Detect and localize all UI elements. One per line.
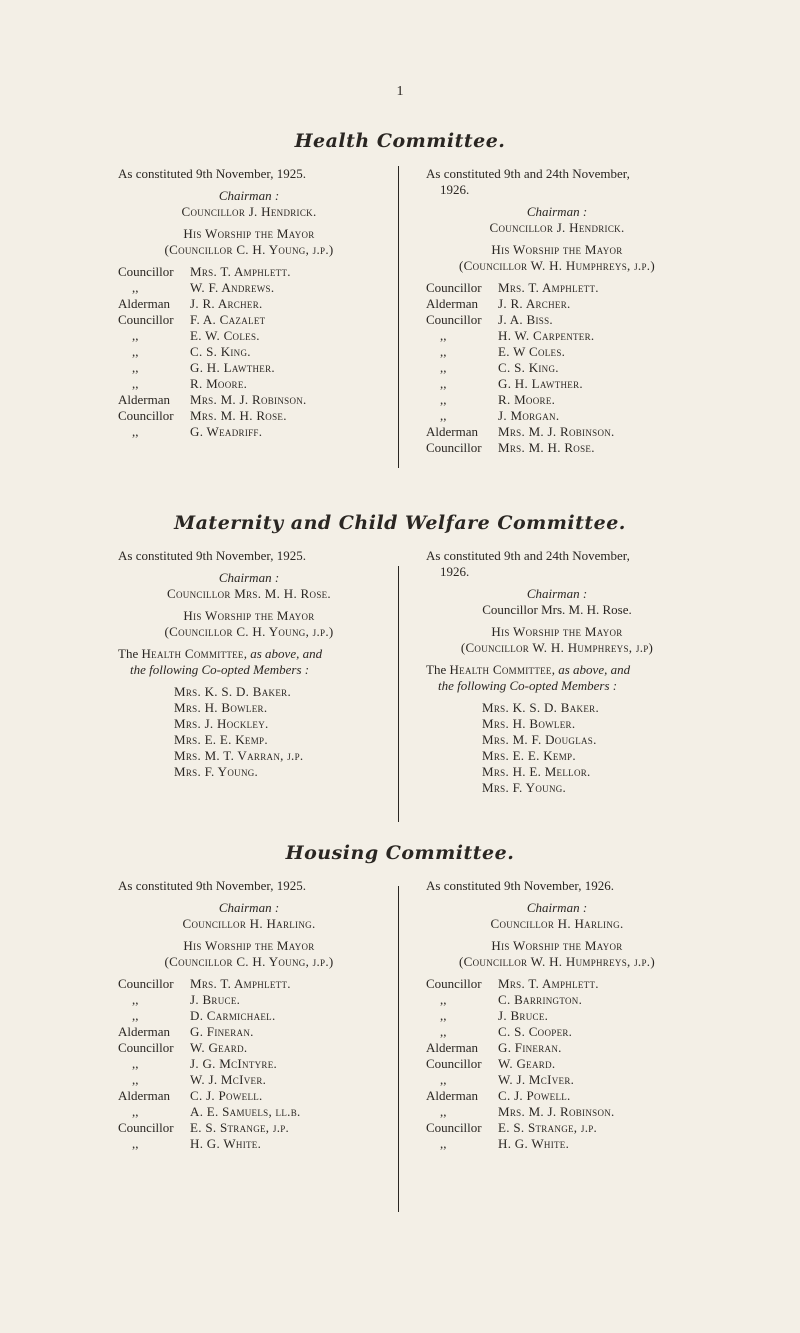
coopt-intro-cont: the following Co-opted Members : bbox=[130, 662, 310, 677]
coopt-member: Mrs. E. E. Kemp. bbox=[482, 748, 576, 763]
member-title: Councillor bbox=[118, 312, 174, 327]
member-title: Alderman bbox=[426, 296, 478, 311]
member-row bbox=[426, 1024, 688, 1040]
member-row bbox=[426, 992, 688, 1008]
member-title: ,, bbox=[440, 392, 447, 407]
section-title: Maternity and Child Welfare Committee. bbox=[174, 512, 626, 534]
coopt-member: Mrs. J. Hockley. bbox=[174, 716, 269, 731]
coopt-member-list bbox=[426, 700, 688, 796]
member-row bbox=[118, 1088, 380, 1104]
member-title: ,, bbox=[440, 328, 447, 343]
constituted-year: 1926. bbox=[440, 564, 470, 579]
member-title: Councillor bbox=[426, 1056, 482, 1071]
member-row bbox=[426, 1120, 688, 1136]
member-row bbox=[426, 440, 688, 456]
constituted-date: As constituted 9th November, 1926. bbox=[426, 878, 614, 893]
member-name: E. W. Coles. bbox=[190, 328, 260, 343]
member-name: Mrs. M. J. Robinson. bbox=[190, 392, 307, 407]
member-name: Mrs. T. Amphlett. bbox=[190, 264, 291, 279]
member-title: ,, bbox=[440, 376, 447, 391]
member-row bbox=[118, 328, 380, 344]
member-title: ,, bbox=[440, 1024, 447, 1039]
member-row bbox=[426, 1056, 688, 1072]
member-row bbox=[118, 1040, 380, 1056]
member-title: Councillor bbox=[118, 976, 174, 991]
member-name: J. R. Archer. bbox=[498, 296, 571, 311]
member-title: Councillor bbox=[426, 280, 482, 295]
member-name: J. Bruce. bbox=[190, 992, 241, 1007]
member-name: C. S. King. bbox=[498, 360, 559, 375]
member-name: Mrs. M. J. Robinson. bbox=[498, 1104, 615, 1119]
member-title: ,, bbox=[440, 1008, 447, 1023]
member-row bbox=[426, 976, 688, 992]
coopt-intro-cont: the following Co-opted Members : bbox=[438, 678, 618, 693]
member-row bbox=[118, 392, 380, 408]
member-row bbox=[118, 424, 380, 440]
member-title: ,, bbox=[132, 1008, 139, 1023]
coopt-member: Mrs. F. Young. bbox=[174, 764, 259, 779]
chairman-label: Chairman : bbox=[526, 204, 588, 219]
maternity-committee-section bbox=[0, 512, 800, 822]
member-title: ,, bbox=[132, 424, 139, 439]
member-row bbox=[118, 408, 380, 424]
member-title: Alderman bbox=[118, 1024, 170, 1039]
member-title: Councillor bbox=[118, 264, 174, 279]
member-name: J. Morgan. bbox=[498, 408, 560, 423]
coopt-intro: The Health Committee, as above, and bbox=[118, 646, 323, 661]
member-row bbox=[118, 360, 380, 376]
member-row bbox=[426, 424, 688, 440]
member-name: C. S. Cooper. bbox=[498, 1024, 573, 1039]
health-1925-column bbox=[118, 166, 380, 440]
member-name: E. W Coles. bbox=[498, 344, 566, 359]
member-row bbox=[118, 992, 380, 1008]
member-name: W. Geard. bbox=[498, 1056, 556, 1071]
member-name: C. Barrington. bbox=[498, 992, 583, 1007]
member-title: ,, bbox=[132, 328, 139, 343]
housing-committee-section bbox=[0, 842, 800, 1212]
member-row bbox=[118, 344, 380, 360]
member-title: ,, bbox=[132, 1072, 139, 1087]
member-row bbox=[426, 360, 688, 376]
member-row bbox=[118, 296, 380, 312]
member-row bbox=[426, 1104, 688, 1120]
member-name: H. G. White. bbox=[498, 1136, 570, 1151]
member-name: C. J. Powell. bbox=[190, 1088, 263, 1103]
member-name: H. W. Carpenter. bbox=[498, 328, 595, 343]
member-row bbox=[426, 408, 688, 424]
chairman-label: Chairman : bbox=[218, 570, 280, 585]
mayor-councillor: (Councillor W. H. Humphreys, j.p.) bbox=[459, 954, 655, 969]
column-divider bbox=[398, 566, 399, 822]
constituted-date: As constituted 9th November, 1925. bbox=[118, 166, 306, 181]
coopt-member: Mrs. F. Young. bbox=[482, 780, 567, 795]
member-title: ,, bbox=[440, 992, 447, 1007]
member-row bbox=[426, 1088, 688, 1104]
member-name: G. Fineran. bbox=[498, 1040, 562, 1055]
column-divider bbox=[398, 886, 399, 1212]
section-title: Housing Committee. bbox=[285, 842, 515, 864]
member-row bbox=[426, 392, 688, 408]
member-title: Councillor bbox=[118, 408, 174, 423]
member-row bbox=[426, 1008, 688, 1024]
member-title: Councillor bbox=[426, 312, 482, 327]
member-name: J. G. McIntyre. bbox=[190, 1056, 278, 1071]
member-row bbox=[118, 1104, 380, 1120]
member-row bbox=[426, 376, 688, 392]
member-row bbox=[118, 1120, 380, 1136]
constituted-date: As constituted 9th and 24th November, bbox=[426, 166, 630, 181]
mayor-councillor: (Councillor C. H. Young, j.p.) bbox=[164, 954, 334, 969]
coopt-member-list bbox=[118, 684, 380, 780]
member-name: Mrs. M. H. Rose. bbox=[190, 408, 287, 423]
mayor-line: His Worship the Mayor bbox=[183, 938, 315, 953]
member-name: G. H. Lawther. bbox=[498, 376, 583, 391]
constituted-date: As constituted 9th November, 1925. bbox=[118, 878, 306, 893]
chairman-name: Councillor Mrs. M. H. Rose. bbox=[167, 586, 331, 601]
mayor-councillor: (Councillor W. H. Humphreys, j.p) bbox=[460, 640, 654, 655]
member-title: ,, bbox=[132, 376, 139, 391]
member-name: A. E. Samuels, ll.b. bbox=[190, 1104, 301, 1119]
chairman-name: Councillor Mrs. M. H. Rose. bbox=[482, 602, 632, 617]
member-name: W. J. McIver. bbox=[498, 1072, 575, 1087]
chairman-name: Councillor H. Harling. bbox=[182, 916, 316, 931]
member-name: R. Moore. bbox=[190, 376, 248, 391]
coopt-member: Mrs. M. T. Varran, j.p. bbox=[174, 748, 304, 763]
member-row bbox=[118, 264, 380, 280]
member-row bbox=[118, 1008, 380, 1024]
member-row bbox=[118, 376, 380, 392]
member-title: Councillor bbox=[118, 1120, 174, 1135]
member-name: F. A. Cazalet bbox=[190, 312, 266, 327]
member-name: G. H. Lawther. bbox=[190, 360, 275, 375]
section-title: Health Committee. bbox=[294, 130, 506, 152]
member-row bbox=[426, 1040, 688, 1056]
member-name: H. G. White. bbox=[190, 1136, 262, 1151]
member-list bbox=[426, 976, 688, 1152]
member-title: Alderman bbox=[426, 1040, 478, 1055]
member-row bbox=[426, 344, 688, 360]
coopt-member: Mrs. H. E. Mellor. bbox=[482, 764, 591, 779]
member-name: R. Moore. bbox=[498, 392, 556, 407]
maternity-1925-column bbox=[118, 548, 380, 780]
member-title: ,, bbox=[132, 992, 139, 1007]
member-row bbox=[118, 1072, 380, 1088]
coopt-member: Mrs. H. Bowler. bbox=[174, 700, 268, 715]
mayor-line: His Worship the Mayor bbox=[491, 938, 623, 953]
member-title: Alderman bbox=[118, 392, 170, 407]
member-title: ,, bbox=[440, 344, 447, 359]
member-row bbox=[426, 328, 688, 344]
member-list bbox=[118, 976, 380, 1152]
chairman-name: Councillor H. Harling. bbox=[490, 916, 624, 931]
housing-1926-column bbox=[426, 878, 688, 1152]
member-name: E. S. Strange, j.p. bbox=[190, 1120, 290, 1135]
member-name: G. Weadriff. bbox=[190, 424, 263, 439]
member-title: Alderman bbox=[118, 296, 170, 311]
page-number: 1 bbox=[396, 84, 404, 99]
member-title: Councillor bbox=[118, 1040, 174, 1055]
member-name: Mrs. T. Amphlett. bbox=[190, 976, 291, 991]
member-row bbox=[426, 1072, 688, 1088]
member-name: J. Bruce. bbox=[498, 1008, 549, 1023]
member-title: Alderman bbox=[426, 424, 478, 439]
member-title: Councillor bbox=[426, 976, 482, 991]
member-list bbox=[118, 264, 380, 440]
member-row bbox=[118, 976, 380, 992]
coopt-intro: The Health Committee, as above, and bbox=[426, 662, 631, 677]
member-title: ,, bbox=[132, 1056, 139, 1071]
member-name: J. R. Archer. bbox=[190, 296, 263, 311]
chairman-label: Chairman : bbox=[526, 900, 588, 915]
member-name: E. S. Strange, j.p. bbox=[498, 1120, 598, 1135]
mayor-line: His Worship the Mayor bbox=[491, 624, 623, 639]
mayor-councillor: (Councillor C. H. Young, j.p.) bbox=[164, 624, 334, 639]
member-title: Councillor bbox=[426, 440, 482, 455]
member-row bbox=[426, 312, 688, 328]
column-divider bbox=[398, 166, 399, 468]
member-title: ,, bbox=[440, 1104, 447, 1119]
member-row bbox=[426, 280, 688, 296]
mayor-councillor: (Councillor C. H. Young, j.p.) bbox=[164, 242, 334, 257]
member-name: C. S. King. bbox=[190, 344, 251, 359]
member-name: D. Carmichael. bbox=[190, 1008, 276, 1023]
member-name: Mrs. T. Amphlett. bbox=[498, 280, 599, 295]
constituted-date: As constituted 9th and 24th November, bbox=[426, 548, 630, 563]
coopt-member: Mrs. E. E. Kemp. bbox=[174, 732, 268, 747]
member-row bbox=[118, 1136, 380, 1152]
member-name: C. J. Powell. bbox=[498, 1088, 571, 1103]
member-title: ,, bbox=[440, 1136, 447, 1151]
member-name: G. Fineran. bbox=[190, 1024, 254, 1039]
housing-1925-column bbox=[118, 878, 380, 1152]
member-name: W. Geard. bbox=[190, 1040, 248, 1055]
chairman-label: Chairman : bbox=[526, 586, 588, 601]
member-name: Mrs. M. H. Rose. bbox=[498, 440, 595, 455]
member-title: Councillor bbox=[426, 1120, 482, 1135]
health-1926-column bbox=[426, 166, 688, 456]
mayor-councillor: (Councillor W. H. Humphreys, j.p.) bbox=[459, 258, 655, 273]
chairman-name: Councillor J. Hendrick. bbox=[181, 204, 317, 219]
coopt-member: Mrs. K. S. D. Baker. bbox=[174, 684, 291, 699]
member-title: Alderman bbox=[426, 1088, 478, 1103]
member-name: Mrs. T. Amphlett. bbox=[498, 976, 599, 991]
member-title: ,, bbox=[132, 344, 139, 359]
member-row bbox=[426, 296, 688, 312]
health-committee-section bbox=[0, 130, 800, 480]
coopt-member: Mrs. H. Bowler. bbox=[482, 716, 576, 731]
chairman-label: Chairman : bbox=[218, 188, 280, 203]
member-name: Mrs. M. J. Robinson. bbox=[498, 424, 615, 439]
member-title: ,, bbox=[132, 1136, 139, 1151]
member-title: ,, bbox=[132, 280, 139, 295]
member-name: J. A. Biss. bbox=[498, 312, 553, 327]
member-title: Alderman bbox=[118, 1088, 170, 1103]
member-title: ,, bbox=[132, 1104, 139, 1119]
mayor-line: His Worship the Mayor bbox=[183, 226, 315, 241]
chairman-label: Chairman : bbox=[218, 900, 280, 915]
member-name: W. J. McIver. bbox=[190, 1072, 267, 1087]
member-name: W. F. Andrews. bbox=[190, 280, 275, 295]
maternity-1926-column bbox=[426, 548, 688, 796]
member-row bbox=[426, 1136, 688, 1152]
coopt-member: Mrs. K. S. D. Baker. bbox=[482, 700, 599, 715]
constituted-year: 1926. bbox=[440, 182, 470, 197]
mayor-line: His Worship the Mayor bbox=[183, 608, 315, 623]
member-row bbox=[118, 280, 380, 296]
coopt-member: Mrs. M. F. Douglas. bbox=[482, 732, 597, 747]
member-row bbox=[118, 1056, 380, 1072]
member-row bbox=[118, 1024, 380, 1040]
chairman-name: Councillor J. Hendrick. bbox=[489, 220, 625, 235]
member-row bbox=[118, 312, 380, 328]
member-list bbox=[426, 280, 688, 456]
member-title: ,, bbox=[440, 360, 447, 375]
member-title: ,, bbox=[132, 360, 139, 375]
constituted-date: As constituted 9th November, 1925. bbox=[118, 548, 306, 563]
member-title: ,, bbox=[440, 1072, 447, 1087]
member-title: ,, bbox=[440, 408, 447, 423]
mayor-line: His Worship the Mayor bbox=[491, 242, 623, 257]
